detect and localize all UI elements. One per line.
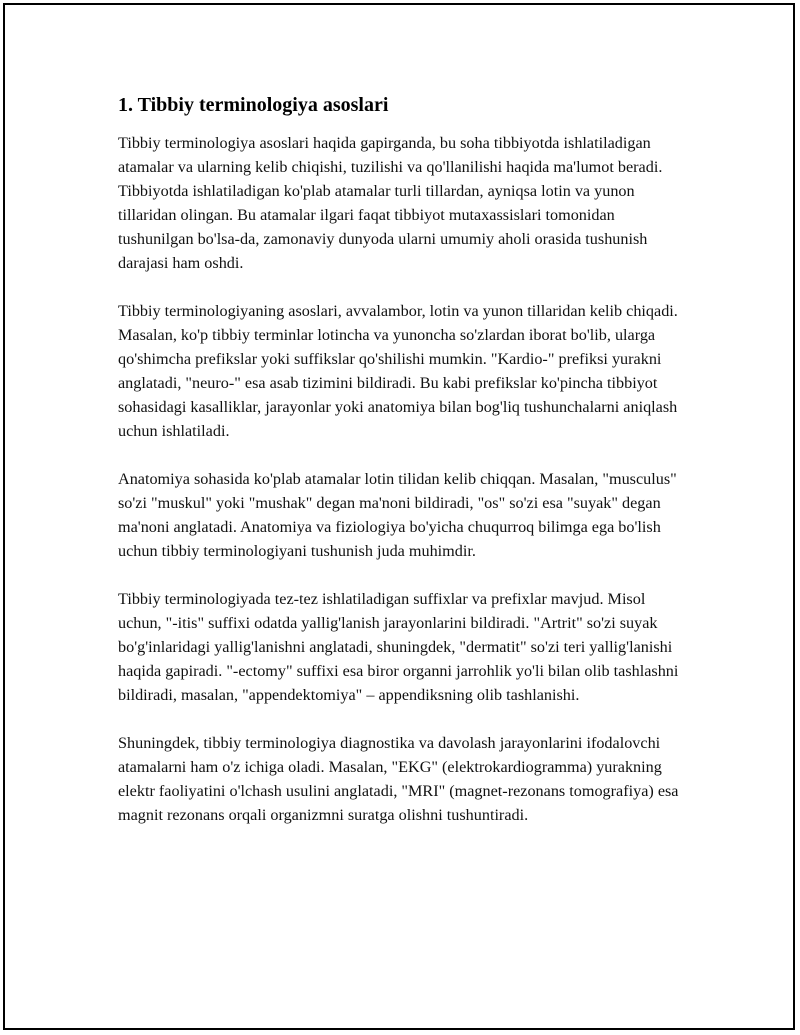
paragraph-5: Shuningdek, tibbiy terminologiya diagnostika va davolash jarayonlarini ifodalovchi atamalarni ham o'z ichiga oladi. Masalan, "EKG" (elektrokardiogramma) yurakning elektr faoliyatini o'lchash usulini anglatadi, "MRI" (magnet-rezonans tomografiya) esa magnit rezonans orqali organizmni suratga olishni tushuntiradi.	[118, 734, 679, 824]
paragraph-1: Tibbiy terminologiya asoslari haqida gapirganda, bu soha tibbiyotda ishlatiladigan atamalar va ularning kelib chiqishi, tuzilishi va qo'llanilishi haqida ma'lumot beradi. Tibbiyotda ishlatiladigan ko'plab atamalar turli tillardan, ayniqsa lotin va yunon tillaridan olingan. Bu atamalar ilgari faqat tibbiyot mutaxassislari tomonidan tushunilgan bo'lsa-da, zamonaviy dunyoda ularni umumiy aholi orasida tushunish darajasi ham oshdi.	[118, 134, 663, 272]
section-heading: 1. Tibbiy terminologiya asoslari	[118, 94, 389, 116]
paragraph-3: Anatomiya sohasida ko'plab atamalar lotin tilidan kelib chiqqan. Masalan, "musculus" so'zi "muskul" yoki "mushak" degan ma'noni bildiradi, "os" so'zi esa "suyak" degan ma'noni anglatadi. Anatomiya va fiziologiya bo'yicha chuqurroq bilimga ega bo'lish uchun tibbiy terminologiyani tushunish juda muhimdir.	[118, 470, 677, 560]
document-body	[118, 92, 684, 851]
paragraph-2: Tibbiy terminologiyaning asoslari, avvalambor, lotin va yunon tillaridan kelib chiqadi. Masalan, ko'p tibbiy terminlar lotincha va yunoncha so'zlardan iborat bo'lib, ularga qo'shimcha prefikslar yoki suffikslar qo'shilishi mumkin. "Kardio-" prefiksi yurakni anglatadi, "neuro-" esa asab tizimini bildiradi. Bu kabi prefikslar ko'pincha tibbiyot sohasidagi kasalliklar, jarayonlar yoki anatomiya bilan bog'liq tushunchalarni aniqlash uchun ishlatiladi.	[118, 302, 678, 440]
paragraph-4: Tibbiy terminologiyada tez-tez ishlatiladigan suffixlar va prefixlar mavjud. Misol uchun, "-itis" suffixi odatda yallig'lanish jarayonlarini bildiradi. "Artrit" so'zi suyak bo'g'inlaridagi yallig'lanishni anglatadi, shuningdek, "dermatit" so'zi teri yallig'lanishi haqida gapiradi. "-ectomy" suffixi esa biror organni jarrohlik yo'li bilan olib tashlashni bildiradi, masalan, "appendektomiya" – appendiksning olib tashlanishi.	[118, 590, 679, 704]
